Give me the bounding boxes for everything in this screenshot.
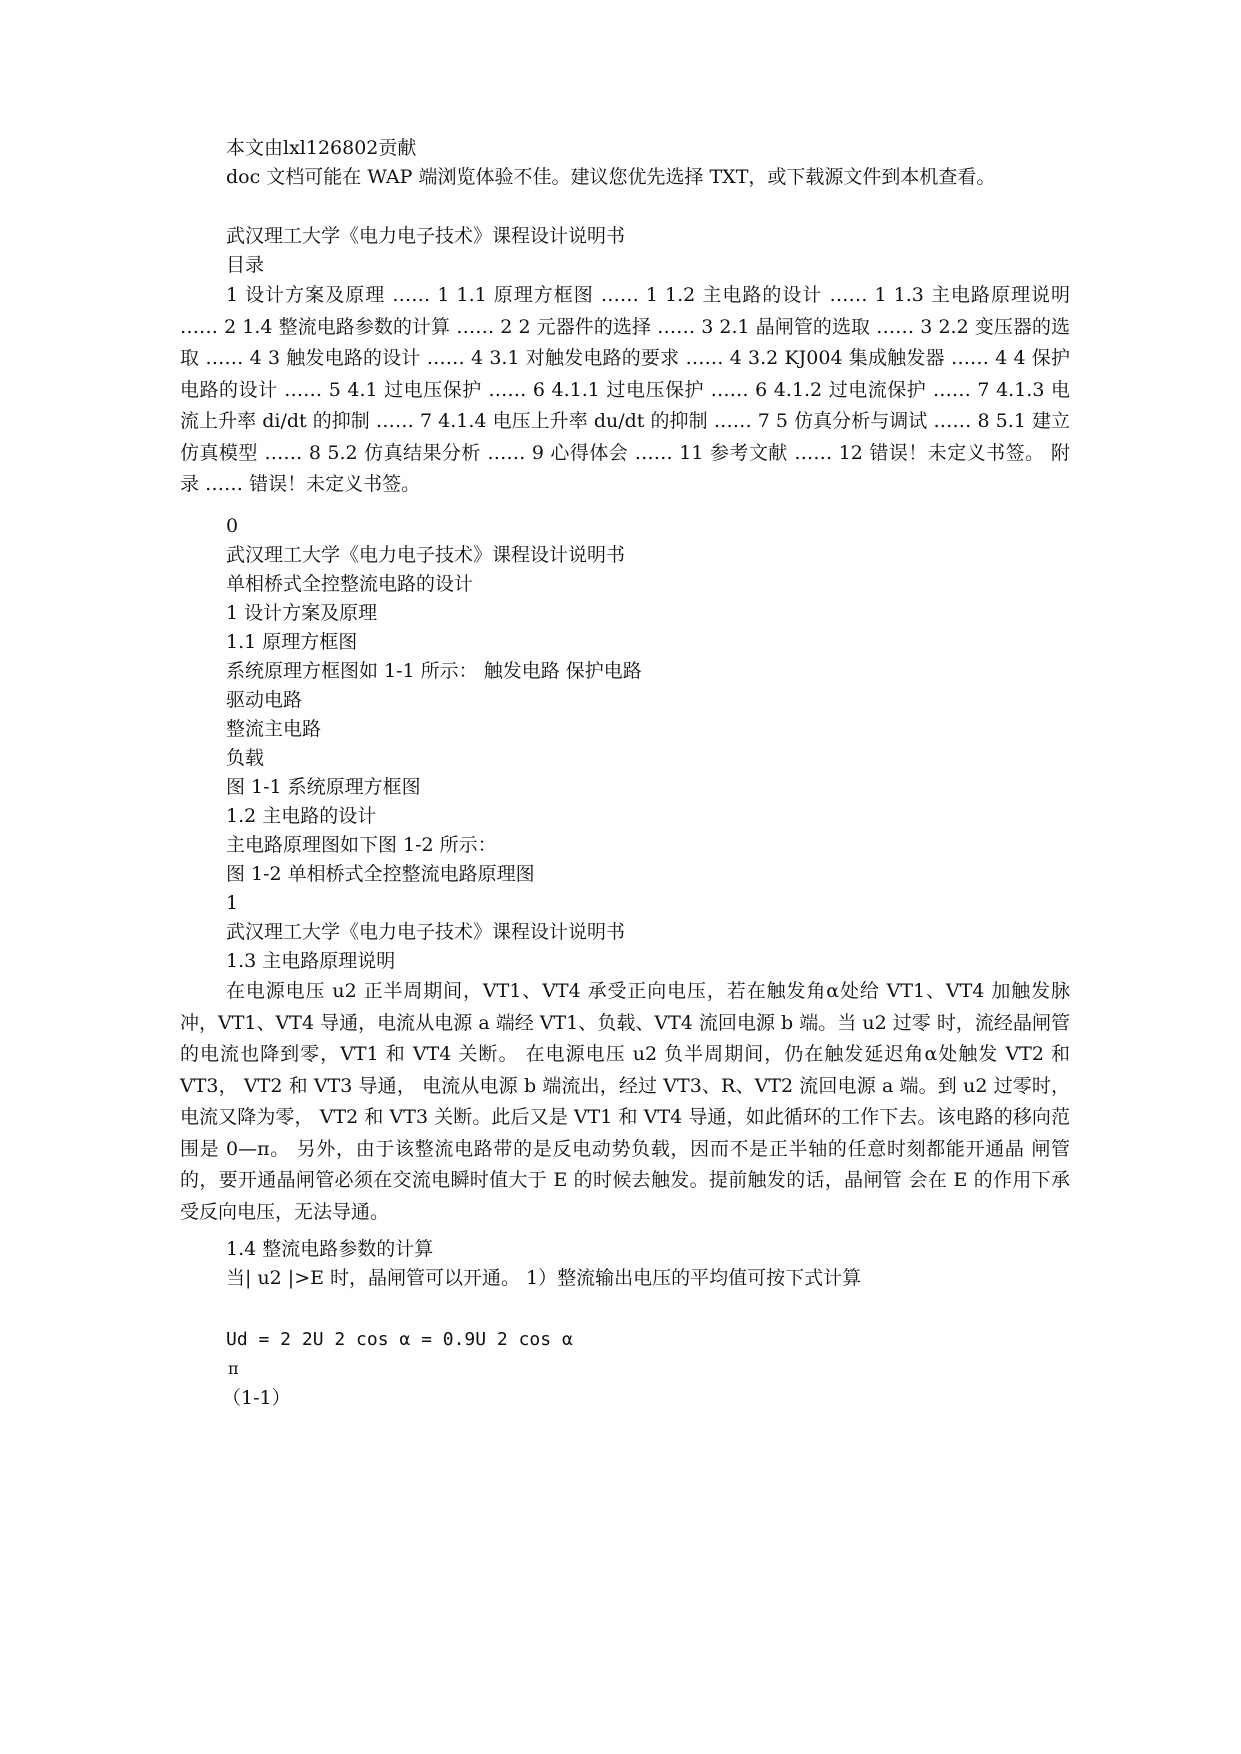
section-heading: 1.2 主电路的设计 — [226, 805, 377, 827]
doc-title: 武汉理工大学《电力电子技术》课程设计说明书 — [226, 921, 626, 943]
body-line: 主电路原理图如下图 1-2 所示： — [226, 834, 497, 856]
body-paragraph: 在电源电压 u2 正半周期间，VT1、VT4 承受正向电压，若在触发角α处给 VT1、VT4 加触发脉冲，VT1、VT4 导通，电流从电源 a 端经 VT1、负载、VT4 流回电源 b 端。当 u2 过零 时，流经晶闸管的电流也降到零，VT1 和 VT4 关断。 在电源电压 u2 负半周期间，仍在触发延迟角α处触发 VT2 和 VT3， VT2 和 VT3 导通， 电流从电源 b 端流出，经过 VT3、R、VT2 流回电源 a 端。到 u2 过零时，电流又降为零， VT2 和 VT3 关断。此后又是 VT1 和 VT4 导通，如此循环的工作下去。该电路的移向范围是 0—π。 另外，由于该整流电路带的是反电动势负载，因而不是正半轴的任意时刻都能开通晶 闸管的，要开通晶闸管必须在交流电瞬时值大于 E 的时候去触发。提前触发的话，晶闸管 会在 E 的作用下承受反向电压，无法导通。 — [180, 980, 1070, 1223]
block-label: 驱动电路 — [226, 689, 303, 711]
section-heading: 1.4 整流电路参数的计算 — [226, 1238, 434, 1260]
contributor-line: 本文由lxl126802贡献 — [226, 137, 417, 159]
block-label: 整流主电路 — [226, 718, 322, 740]
page-number: 1 — [226, 892, 239, 914]
toc-heading: 目录 — [226, 254, 265, 276]
body-line: 系统原理方框图如 1-1 所示： 触发电路 保护电路 — [226, 660, 642, 682]
section-heading: 1 设计方案及原理 — [226, 602, 378, 624]
doc-title: 武汉理工大学《电力电子技术》课程设计说明书 — [226, 225, 626, 247]
formula-pi: π — [228, 1359, 239, 1378]
formula-number: （1-1） — [222, 1387, 291, 1409]
page-number: 0 — [226, 515, 239, 537]
formula: Ud = 2 2U 2 cos α = 0.9U 2 cos α — [226, 1329, 573, 1350]
section-heading: 1.3 主电路原理说明 — [226, 950, 396, 972]
format-notice: doc 文档可能在 WAP 端浏览体验不佳。建议您优先选择 TXT，或下载源文件到本机查看。 — [226, 166, 996, 188]
block-label: 负载 — [226, 747, 265, 769]
body-line: 当| u2 |>E 时，晶闸管可以开通。 1）整流输出电压的平均值可按下式计算 — [226, 1267, 862, 1289]
section-heading: 1.1 原理方框图 — [226, 631, 358, 653]
figure-caption: 图 1-2 单相桥式全控整流电路原理图 — [226, 863, 535, 885]
toc-body: 1 设计方案及原理 …… 1 1.1 原理方框图 …… 1 1.2 主电路的设计 …… 1 1.3 主电路原理说明 …… 2 1.4 整流电路参数的计算 …… 2 2 元器件的选择 …… 3 2.1 晶闸管的选取 …… 3 2.2 变压器的选取 …… 4 3 触发电路的设计 …… 4 3.1 对触发电路的要求 …… 4 3.2 KJ004 集成触发器 …… 4 4 保护电路的设计 …… 5 4.1 过电压保护 …… 6 4.1.1 过电压保护 …… 6 4.1.2 过电流保护 …… 7 4.1.3 电流上升率 di/dt 的抑制 …… 7 4.1.4 电压上升率 du/dt 的抑制 …… 7 5 仿真分析与调试 …… 8 5.1 建立仿真模型 …… 8 5.2 仿真结果分析 …… 9 心得体会 …… 11 参考文献 …… 12 错误！未定义书签。 附录 …… 错误！未定义书签。 — [180, 284, 1070, 495]
figure-caption: 图 1-1 系统原理方框图 — [226, 776, 421, 798]
main-title: 单相桥式全控整流电路的设计 — [226, 573, 474, 595]
doc-title: 武汉理工大学《电力电子技术》课程设计说明书 — [226, 544, 626, 566]
